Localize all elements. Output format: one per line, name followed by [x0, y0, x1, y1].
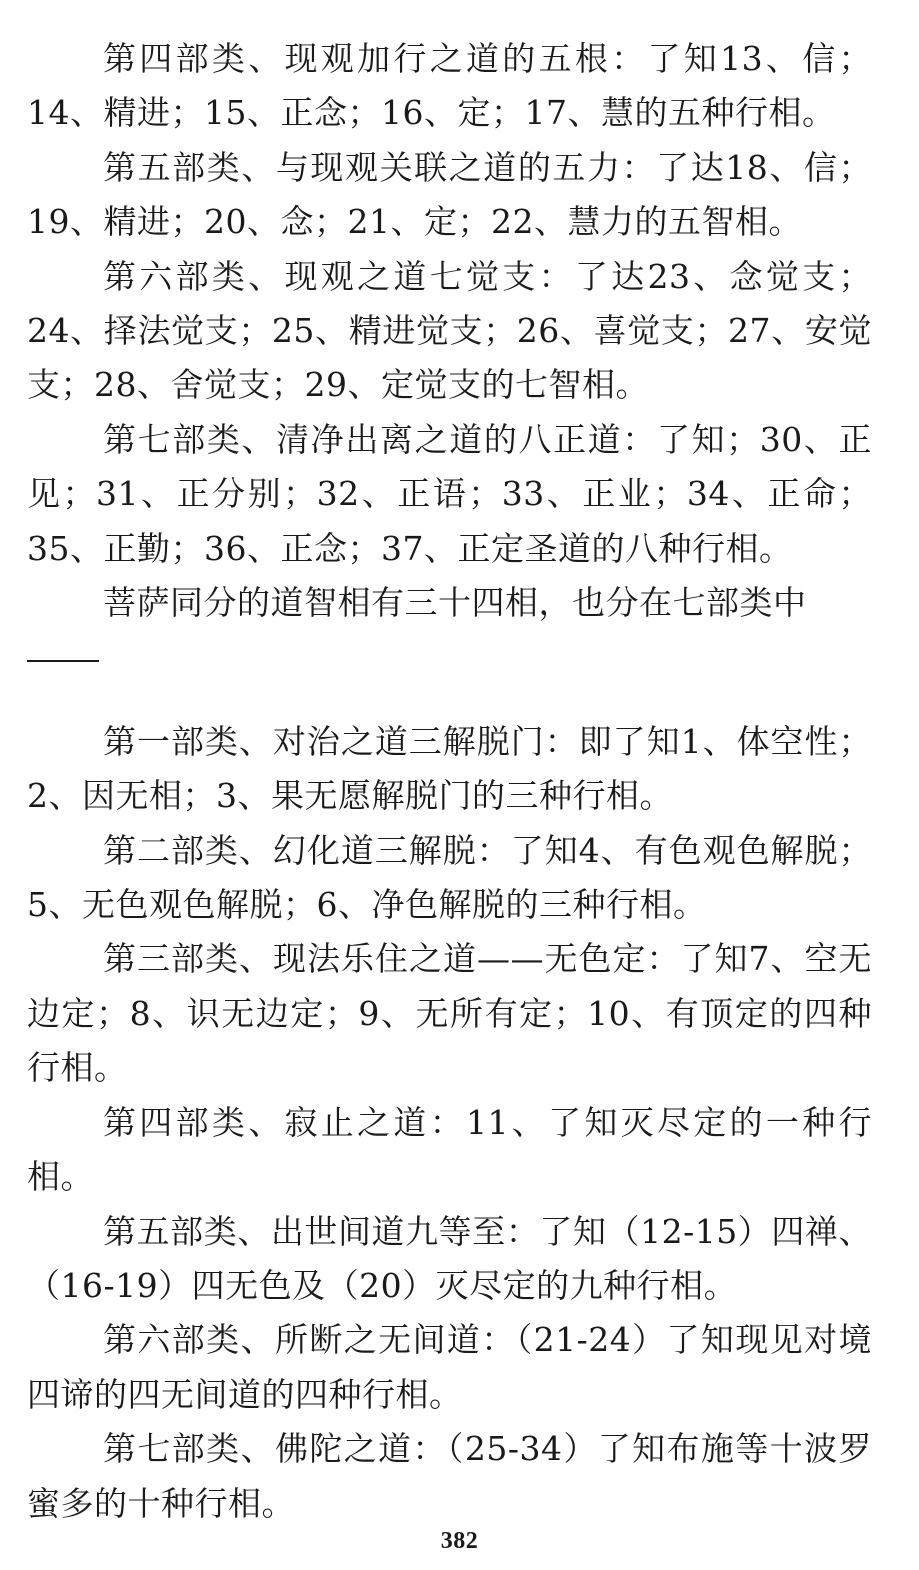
paragraph-category-1: 第一部类、对治之道三解脱门：即了知1、体空性；2、因无相；3、果无愿解脱门的三种行相。: [27, 721, 872, 816]
paragraph-category-2: 第二部类、幻化道三解脱：了知4、有色观色解脱；5、无色观色解脱；6、净色解脱的三种行相。: [27, 830, 872, 925]
page-body: [27, 32, 872, 1531]
paragraph-category-6: 第六部类、所断之无间道：（21-24）了知现见对境四谛的四无间道的四种行相。: [27, 1320, 872, 1414]
paragraph-bodhisattva-intro: 菩萨同分的道智相有三十四相，也分在七部类中: [103, 583, 807, 623]
paragraph-category-5: 第五部类、出世间道九等至：了知（12-15）四禅、（16-19）四无色及（20）灭尽定的九种行相。: [27, 1211, 872, 1305]
paragraph-five-roots: 第四部类、现观加行之道的五根：了知13、信；14、精进；15、正念；16、定；17、慧的五种行相。: [27, 39, 872, 133]
paragraph-category-4: 第四部类、寂止之道：11、了知灭尽定的一种行相。: [27, 1102, 872, 1197]
paragraph-eightfold-path: 第七部类、清净出离之道的八正道：了知；30、正见；31、正分别；32、正语；33、正业；34、正命；35、正勤；36、正念；37、正定圣道的八种行相。: [27, 419, 872, 568]
em-dash-line: [27, 630, 872, 684]
em-dash: [27, 660, 99, 662]
paragraph-five-powers: 第五部类、与现观关联之道的五力：了达18、信；19、精进；20、念；21、定；22、慧力的五智相。: [27, 147, 872, 242]
paragraph-category-7: 第七部类、佛陀之道：（25-34）了知布施等十波罗蜜多的十种行相。: [27, 1429, 872, 1523]
paragraph-category-3: 第三部类、现法乐住之道——无色定：了知7、空无边定；8、识无边定；9、无所有定；10、有顶定的四种行相。: [27, 939, 872, 1088]
page-number: 382: [440, 1528, 479, 1554]
paragraph-seven-branches: 第六部类、现观之道七觉支：了达23、念觉支；24、择法觉支；25、精进觉支；26、喜觉支；27、安觉支；28、舍觉支；29、定觉支的七智相。: [27, 256, 872, 405]
paragraph-gap: [27, 685, 872, 715]
